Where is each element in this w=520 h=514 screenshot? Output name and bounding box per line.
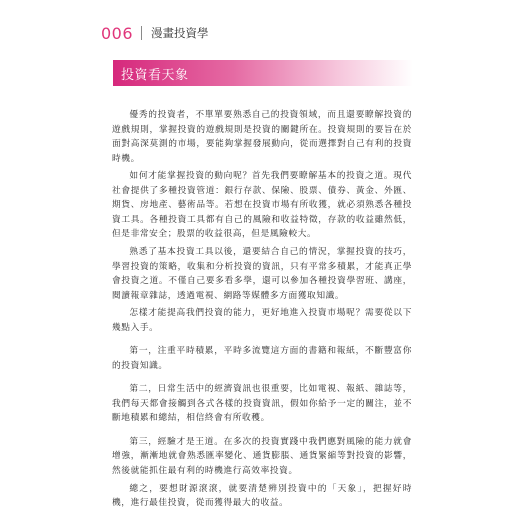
section-title: 投資看天象 bbox=[121, 67, 189, 83]
section-title-bar bbox=[113, 60, 413, 86]
paragraph: 第二，日常生活中的經濟資訊也很重要，比如電視、報紙、雜誌等，我們每天都會接觸到各式各樣的投資資訊，假如你給予一定的關注，並不斷地積累和總結，相信終會有所收穫。 bbox=[112, 384, 412, 424]
paragraph: 如何才能掌握投資的動向呢？首先我們要瞭解基本的投資之道。現代社會提供了多種投資管道：銀行存款、保險、股票、債券、黃金、外匯、期貨、房地產、藝術品等。若想在投資市場有所收獲，就必須熟悉各種投資工具。各種投資工具都有自己的風險和收益特徵，存款的收益雖然低，但是非常安全；股票的收益很高，但是風險較大。 bbox=[112, 171, 412, 240]
page-header bbox=[101, 24, 209, 42]
header-divider bbox=[141, 26, 142, 40]
paragraph: 總之，要想財源滾滾，就要清楚辨別投資中的「天象」，把握好時機，進行最佳投資，從而獲得最大的收益。 bbox=[112, 483, 412, 509]
paragraph: 怎樣才能提高我們投資的能力，更好地進入投資市場呢？需要從以下幾點入手。 bbox=[112, 308, 412, 333]
book-title: 漫畫投資學 bbox=[151, 26, 209, 40]
paragraph: 優秀的投資者，不單單要熟悉自己的投資領域，而且還要瞭解投資的遊戲規則，掌握投資的遊戲規則是投資的關鍵所在。投資規則的要旨在於面對高深莫測的市場，要能夠掌握發展動向，從而選擇對自己有利的投資時機。 bbox=[112, 110, 412, 164]
body-text bbox=[112, 108, 412, 514]
paragraph: 第一，注重平時積累，平時多流覽這方面的書籍和報紙，不斷豐富你的投資知識。 bbox=[112, 346, 412, 371]
page-number: 006 bbox=[101, 23, 134, 43]
paragraph: 熟悉了基本投資工具以後，還要結合自己的情況，掌握投資的技巧，學習投資的策略，收集和分析投資的資訊，只有平常多積累，才能真正學會投資之道。不僅自己要多看多學，還可以參加各種投資學習班、講座，閱讀報章雜誌，透過電視、網路等媒體多方面獲取知識。 bbox=[112, 247, 412, 301]
paragraph: 第三，經驗才是王道。在多次的投資實踐中我們應對風險的能力就會增強，漸漸地就會熟悉匯率變化、通貨膨脹、通貨緊縮等對投資的影響，然後就能抓住最有利的時機進行高效率投資。 bbox=[112, 436, 412, 476]
